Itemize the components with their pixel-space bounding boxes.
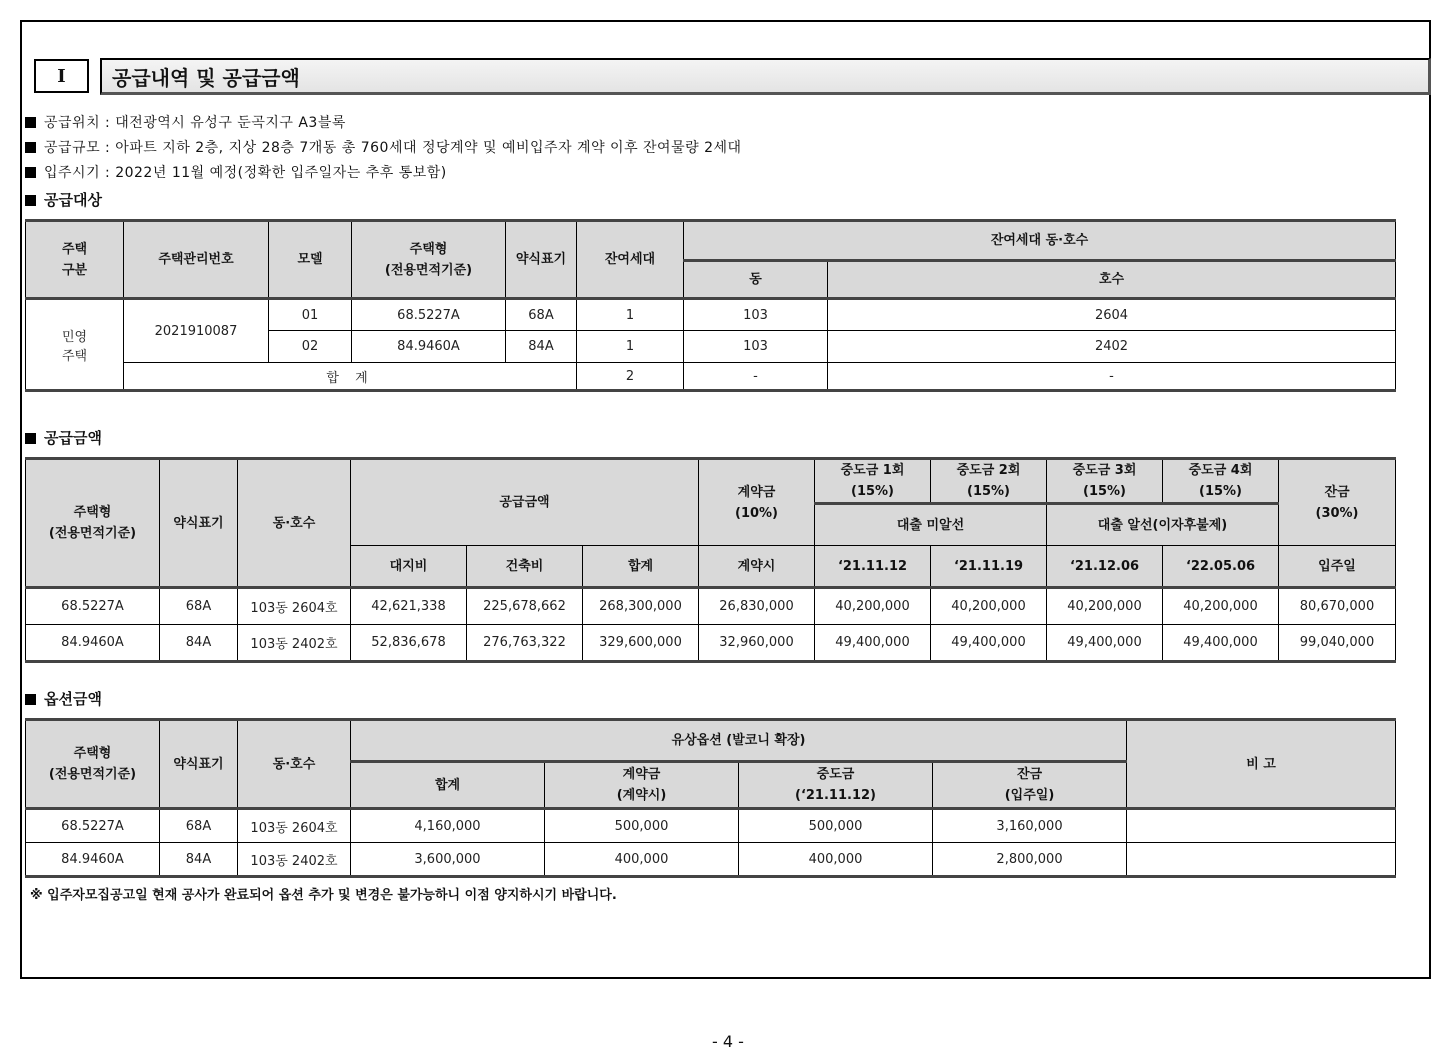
section-title: 공급내역 및 공급금액 xyxy=(100,58,1431,95)
mgmt-no-cell: 2021910087 xyxy=(124,299,269,363)
table-row: 68.5227A 68A 103동 2604호 4,160,000 500,000 500,000 3,160,000 xyxy=(26,809,1396,843)
header-house-type: 주택형 (전용면적기준) xyxy=(26,720,160,809)
header-abbr: 약식표기 xyxy=(506,221,577,299)
supply-price-table xyxy=(25,457,1396,663)
info-scale: 공급규모 : 아파트 지하 2층, 지상 28층 7개동 총 760세대 정당계약 및 예비입주자 계약 이후 잔여물량 2세대 xyxy=(25,137,742,157)
header-sum: 합계 xyxy=(351,762,545,809)
table-row: 민영 주택 2021910087 01 68.5227A 68A 1 103 2604 xyxy=(26,299,1396,331)
header-ho: 호수 xyxy=(828,261,1396,299)
header-housing-category: 주택 구분 xyxy=(26,221,124,299)
supply-price-heading: 공급금액 xyxy=(25,427,102,448)
table-row: 02 84.9460A 84A 1 103 2402 xyxy=(26,331,1396,363)
header-building: 건축비 xyxy=(467,546,583,588)
header-land: 대지비 xyxy=(351,546,467,588)
square-bullet-icon xyxy=(25,433,36,444)
header-paid-option: 유상옵션 (발코니 확장) xyxy=(351,720,1127,762)
header-deposit: 계약금 (10%) xyxy=(699,459,815,546)
category-cell: 민영 주택 xyxy=(26,299,124,391)
header-balance: 잔금 (30%) xyxy=(1279,459,1396,546)
header-mid-3: 중도금 3회 (15%) xyxy=(1047,459,1163,504)
header-dong-ho: 잔여세대 동·호수 xyxy=(684,221,1396,261)
option-price-heading: 옵션금액 xyxy=(25,688,102,709)
header-mid-4: 중도금 4회 (15%) xyxy=(1163,459,1279,504)
square-bullet-icon xyxy=(25,195,36,206)
square-bullet-icon xyxy=(25,694,36,705)
header-deposit-when: 계약시 xyxy=(699,546,815,588)
header-loan-none: 대출 미알선 xyxy=(815,504,1047,546)
total-row: 합 계 2 - - xyxy=(26,363,1396,391)
header-dong-ho: 동·호수 xyxy=(238,459,351,588)
square-bullet-icon xyxy=(25,142,36,153)
square-bullet-icon xyxy=(25,167,36,178)
table-row: 84.9460A 84A 103동 2402호 52,836,678 276,763,322 329,600,000 32,960,000 49,400,000 49,400,000 49,400,000 49,400,000 99,040,000 xyxy=(26,625,1396,662)
header-house-type: 주택형 (전용면적기준) xyxy=(26,459,160,588)
info-location: 공급위치 : 대전광역시 유성구 둔곡지구 A3블록 xyxy=(25,112,346,132)
header-deposit: 계약금 (계약시) xyxy=(545,762,739,809)
header-mid3-date: ‘21.12.06 xyxy=(1047,546,1163,588)
page-number: - 4 - xyxy=(712,1032,744,1051)
table-row: 84.9460A 84A 103동 2402호 3,600,000 400,000 400,000 2,800,000 xyxy=(26,843,1396,877)
header-mid: 중도금 (‘21.11.12) xyxy=(739,762,933,809)
section-number: I xyxy=(34,59,89,93)
header-mid1-date: ‘21.11.12 xyxy=(815,546,931,588)
header-mid4-date: ‘22.05.06 xyxy=(1163,546,1279,588)
header-remark: 비 고 xyxy=(1127,720,1396,809)
header-model: 모델 xyxy=(269,221,352,299)
header-remaining: 잔여세대 xyxy=(577,221,684,299)
header-balance: 잔금 (입주일) xyxy=(933,762,1127,809)
square-bullet-icon xyxy=(25,117,36,128)
header-mid-1: 중도금 1회 (15%) xyxy=(815,459,931,504)
supply-target-table xyxy=(25,219,1396,392)
info-move-in: 입주시기 : 2022년 11월 예정(정확한 입주일자는 추후 통보함) xyxy=(25,162,447,182)
option-price-table xyxy=(25,718,1396,878)
header-mid-2: 중도금 2회 (15%) xyxy=(931,459,1047,504)
supply-target-heading: 공급대상 xyxy=(25,189,102,210)
header-mid2-date: ‘21.11.19 xyxy=(931,546,1047,588)
header-sum: 합계 xyxy=(583,546,699,588)
header-abbr: 약식표기 xyxy=(160,720,238,809)
header-loan-yes: 대출 알선(이자후불제) xyxy=(1047,504,1279,546)
header-dong-ho: 동·호수 xyxy=(238,720,351,809)
header-house-type: 주택형 (전용면적기준) xyxy=(352,221,506,299)
header-abbr: 약식표기 xyxy=(160,459,238,588)
header-supply-price: 공급금액 xyxy=(351,459,699,546)
table-row: 68.5227A 68A 103동 2604호 42,621,338 225,678,662 268,300,000 26,830,000 40,200,000 40,200,000 40,200,000 40,200,000 80,670,000 xyxy=(26,588,1396,625)
option-note: ※ 입주자모집공고일 현재 공사가 완료되어 옵션 추가 및 변경은 불가능하니 이점 양지하시기 바랍니다. xyxy=(30,888,617,903)
header-dong: 동 xyxy=(684,261,828,299)
header-balance-when: 입주일 xyxy=(1279,546,1396,588)
header-mgmt-no: 주택관리번호 xyxy=(124,221,269,299)
